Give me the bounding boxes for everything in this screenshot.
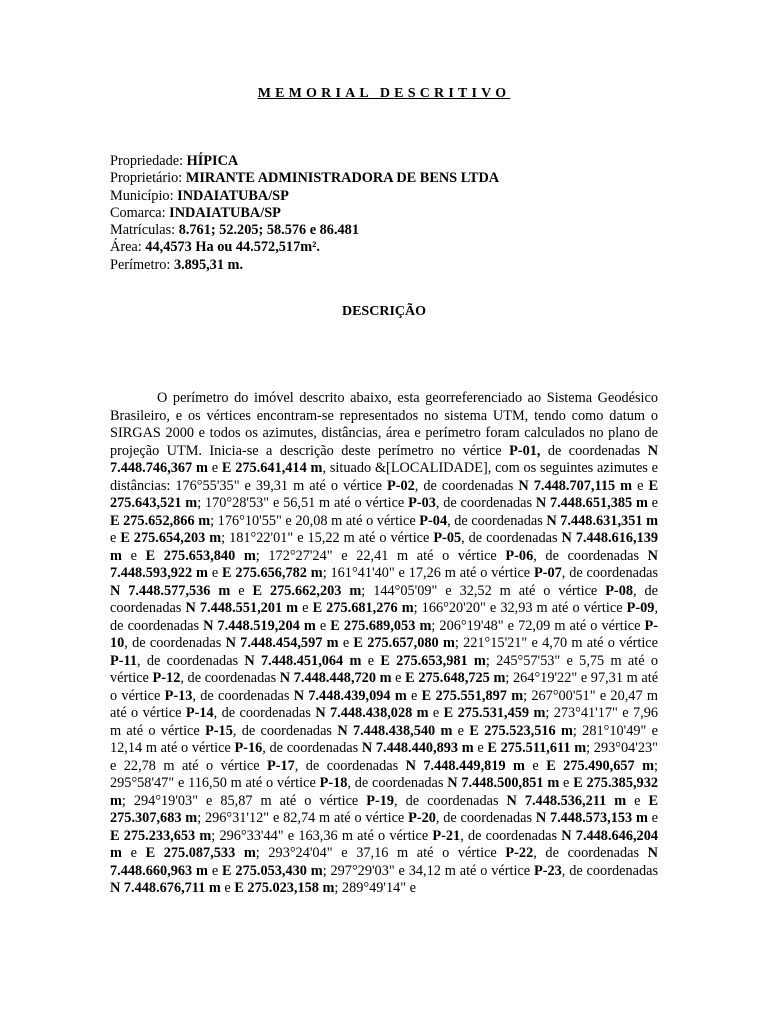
description-text: , situado &[LOCALIDADE], com os seguintes azimutes e distâncias: 176°55'35" e 39,31 m até o vértice bbox=[110, 460, 658, 494]
description-emphasis: E 275.233,653 m bbox=[110, 827, 212, 844]
document-title: MEMORIAL DESCRITIVO bbox=[257, 86, 511, 101]
description-text: ; 245°57'53" e 5,75 m até o vértice bbox=[110, 652, 658, 686]
description-emphasis: P-02 bbox=[387, 477, 415, 494]
description-text: ; 170°28'53" e 56,51 m até o vértice bbox=[197, 495, 409, 511]
description-emphasis: N 7.448.438,540 m bbox=[337, 722, 453, 739]
property-label: Perímetro: bbox=[110, 256, 174, 273]
description-text: ; 264°19'22" e 97,31 m até o vértice bbox=[110, 670, 659, 704]
description-text: ; 221°15'21" e 4,70 m até o vértice bbox=[454, 635, 659, 651]
description-emphasis: N 7.448.577,536 m bbox=[110, 582, 231, 599]
description-text: , de coordenadas bbox=[460, 827, 562, 844]
description-emphasis: E 275.648,725 m bbox=[405, 670, 506, 686]
description-text: e bbox=[207, 862, 223, 879]
description-emphasis: P-13 bbox=[164, 687, 193, 704]
description-emphasis: P-19 bbox=[366, 792, 395, 809]
description-text: e bbox=[220, 880, 235, 896]
description-text: ; 144°05'09" e 32,52 m até o vértice bbox=[361, 582, 606, 599]
description-text: ; 297°29'03" e 34,12 m até o vértice bbox=[322, 862, 534, 879]
description-paragraph bbox=[110, 390, 658, 898]
description-emphasis: N 7.448.707,115 m bbox=[518, 477, 633, 494]
description-text: e bbox=[406, 687, 422, 704]
description-text: , de coordenadas bbox=[110, 582, 658, 616]
description-text: e bbox=[121, 845, 146, 861]
description-text: e bbox=[298, 600, 313, 616]
property-row bbox=[110, 222, 670, 239]
description-emphasis: P-22 bbox=[505, 845, 534, 861]
property-label: Propriedade: bbox=[110, 153, 187, 169]
description-text: , de coordenadas bbox=[447, 512, 547, 529]
description-emphasis: P-08 bbox=[605, 582, 633, 599]
property-row bbox=[110, 170, 670, 187]
description-emphasis: E 275.652,866 m bbox=[110, 512, 211, 529]
property-value: 3.895,31 m. bbox=[173, 256, 244, 273]
description-emphasis: N 7.448.451,064 m bbox=[244, 652, 362, 669]
description-text: e bbox=[121, 547, 146, 564]
description-text: ; 267°00'51" e 20,47 m até o vértice bbox=[110, 687, 659, 721]
description-emphasis: E 275.653,981 m bbox=[380, 652, 486, 669]
description-emphasis: N 7.448.646,204 m bbox=[110, 827, 658, 861]
description-emphasis: E 275.653,840 m bbox=[145, 547, 256, 564]
description-emphasis: E 275.641,414 m bbox=[221, 460, 323, 476]
description-text: e bbox=[647, 810, 659, 826]
description-text: , de coordenadas bbox=[533, 845, 648, 861]
description-text: , de coordenadas bbox=[180, 670, 280, 686]
description-text: ; 161°41'40" e 17,26 m até o vértice bbox=[322, 565, 534, 581]
description-text: , de coordenadas bbox=[461, 530, 562, 546]
description-text: e bbox=[207, 565, 223, 581]
property-value: INDAIATUBA/SP bbox=[169, 204, 281, 221]
description-text: , de coordenadas bbox=[561, 862, 659, 879]
description-text: ; 296°31'12" e 82,74 m até o vértice bbox=[197, 810, 409, 826]
property-value: 44,4573 Ha ou 44.572,517m². bbox=[145, 239, 320, 256]
description-text: , de coordenadas bbox=[347, 775, 448, 791]
property-value: MIRANTE ADMINISTRADORA DE BENS LTDA bbox=[185, 170, 500, 187]
description-emphasis: E 275.643,521 m bbox=[110, 477, 658, 511]
property-value: HÍPICA bbox=[186, 153, 239, 169]
description-emphasis: P-12 bbox=[152, 670, 181, 686]
description-emphasis: N 7.448.551,201 m bbox=[185, 600, 299, 616]
description-text: , de coordenadas bbox=[137, 652, 245, 669]
description-emphasis: N 7.448.660,963 m bbox=[110, 845, 658, 879]
description-text: e bbox=[626, 792, 649, 809]
description-emphasis: N 7.448.519,204 m bbox=[203, 617, 316, 634]
description-emphasis: N 7.448.616,139 m bbox=[110, 530, 659, 564]
description-emphasis: E 275.551,897 m bbox=[421, 687, 524, 704]
property-row bbox=[110, 188, 670, 205]
description-emphasis: N 7.448.439,094 m bbox=[293, 687, 407, 704]
description-emphasis: P-05 bbox=[433, 530, 462, 546]
description-emphasis: P-09 bbox=[626, 600, 655, 616]
description-text: ; 273°41'17" e 7,96 m até o vértice bbox=[110, 705, 659, 739]
description-emphasis: E 275.654,203 m bbox=[120, 530, 222, 546]
description-emphasis: P-20 bbox=[408, 810, 436, 826]
description-text: ; 281°10'49" e 12,14 m até o vértice bbox=[110, 722, 658, 756]
description-emphasis: E 275.511,611 m bbox=[487, 740, 587, 756]
description-text: e bbox=[473, 740, 488, 756]
description-emphasis: P-10 bbox=[110, 617, 659, 651]
property-label: Matrículas: bbox=[110, 222, 179, 239]
description-emphasis: P-07 bbox=[533, 565, 562, 581]
property-row bbox=[110, 153, 670, 170]
description-text: e bbox=[632, 477, 649, 494]
description-emphasis: N 7.448.573,153 m bbox=[535, 810, 648, 826]
property-value: INDAIATUBA/SP bbox=[177, 187, 289, 204]
description-emphasis: E 275.656,782 m bbox=[222, 565, 323, 581]
description-emphasis: N 7.448.593,922 m bbox=[110, 547, 658, 581]
description-text: , de coordenadas bbox=[435, 495, 536, 511]
description-text: , de coordenadas bbox=[192, 687, 294, 704]
description-text: e bbox=[452, 722, 470, 739]
property-label: Comarca: bbox=[110, 204, 170, 221]
description-emphasis: N 7.448.631,351 m bbox=[546, 512, 658, 529]
property-label: Área: bbox=[110, 239, 146, 256]
description-text: e bbox=[647, 495, 659, 511]
description-text: ; 289°49'14" e bbox=[334, 880, 417, 896]
description-emphasis: N 7.448.448,720 m bbox=[279, 670, 392, 686]
description-text: , de coordenadas bbox=[533, 547, 648, 564]
description-text: ; 176°10'55" e 20,08 m até o vértice bbox=[210, 512, 420, 529]
description-emphasis: E 275.662,203 m bbox=[252, 582, 362, 599]
description-text: ; 172°27'24" e 22,41 m até o vértice bbox=[255, 547, 506, 564]
description-text: e bbox=[230, 582, 253, 599]
description-text: , de coordenadas bbox=[435, 810, 536, 826]
description-emphasis: P-23 bbox=[533, 862, 562, 879]
description-text: e bbox=[110, 530, 121, 546]
description-emphasis: P-04 bbox=[419, 512, 448, 529]
description-emphasis: E 275.657,080 m bbox=[353, 635, 455, 651]
description-emphasis: P-15 bbox=[205, 722, 233, 739]
description-text: e bbox=[207, 460, 222, 476]
description-text: ; 206°19'48" e 72,09 m até o vértice bbox=[431, 617, 645, 634]
description-emphasis: N 7.448.449,819 m bbox=[405, 757, 525, 774]
description-emphasis: P-16 bbox=[234, 740, 263, 756]
description-text: e bbox=[524, 757, 547, 774]
description-text: e bbox=[559, 775, 574, 791]
description-emphasis: E 275.307,683 m bbox=[110, 792, 658, 826]
description-emphasis: E 275.490,657 m bbox=[546, 757, 654, 774]
property-info bbox=[110, 153, 670, 274]
description-text: ; 181°22'01" e 15,22 m até o vértice bbox=[221, 530, 434, 546]
description-emphasis: E 275.087,533 m bbox=[145, 845, 256, 861]
description-emphasis: N 7.448.676,711 m bbox=[110, 880, 221, 896]
description-emphasis: E 275.523,516 m bbox=[469, 722, 573, 739]
description-emphasis: P-06 bbox=[505, 547, 534, 564]
description-text: ; 296°33'44" e 163,36 m até o vértice bbox=[211, 827, 433, 844]
description-emphasis: N 7.448.651,385 m bbox=[535, 495, 648, 511]
description-text: de coordenadas bbox=[540, 442, 648, 459]
property-row bbox=[110, 257, 670, 274]
description-text: ; 166°20'20" e 32,93 m até o vértice bbox=[413, 600, 627, 616]
description-emphasis: N 7.448.440,893 m bbox=[361, 740, 474, 756]
description-emphasis: P-17 bbox=[266, 757, 295, 774]
description-text: e bbox=[391, 670, 406, 686]
section-heading: DESCRIÇÃO bbox=[341, 304, 426, 319]
description-text: , de coordenadas bbox=[561, 565, 659, 581]
description-text: , de coordenadas bbox=[232, 722, 338, 739]
description-text: , de coordenadas bbox=[294, 757, 406, 774]
description-emphasis: E 275.023,158 m bbox=[234, 880, 335, 896]
description-text: , de coordenadas bbox=[124, 635, 226, 651]
description-text: e bbox=[338, 635, 354, 651]
description-emphasis: P-21 bbox=[432, 827, 461, 844]
description-text: , de coordenadas bbox=[394, 792, 507, 809]
description-emphasis: N 7.448.454,597 m bbox=[225, 635, 339, 651]
description-emphasis: E 275.681,276 m bbox=[312, 600, 414, 616]
description-emphasis: P-11 bbox=[110, 652, 138, 669]
property-label: Proprietário: bbox=[110, 170, 186, 187]
description-text: e bbox=[315, 617, 331, 634]
property-value: 8.761; 52.205; 58.576 e 86.481 bbox=[178, 222, 359, 239]
description-text: ; 294°19'03" e 85,87 m até o vértice bbox=[121, 792, 367, 809]
description-emphasis: P-18 bbox=[319, 775, 348, 791]
description-emphasis: N 7.448.536,211 m bbox=[506, 792, 627, 809]
description-emphasis: P-01, bbox=[509, 442, 541, 459]
description-emphasis: N 7.448.438,028 m bbox=[315, 705, 429, 721]
description-text: O perímetro do imóvel descrito abaixo, esta georreferenciado ao Sistema Geodésico Brasileiro, e os vértices encontram-se representados no sistema UTM, tendo como datum o SIRGAS 2000 e todos os azimutes, distâncias, área e perímetro foram calculados no plano de projeção UTM. Inicia-se a descrição deste perímetro no vértice bbox=[110, 390, 658, 459]
description-text: , de coordenadas bbox=[414, 477, 519, 494]
description-emphasis: P-03 bbox=[408, 495, 436, 511]
description-text: ; 293°04'23" e 22,78 m até o vértice bbox=[110, 740, 658, 774]
description-emphasis: E 275.531,459 m bbox=[443, 705, 546, 721]
description-text: e bbox=[428, 705, 444, 721]
description-emphasis: N 7.448.500,851 m bbox=[447, 775, 560, 791]
description-emphasis: N 7.448.746,367 m bbox=[110, 442, 659, 476]
description-text: ; 295°58'47" e 116,50 m até o vértice bbox=[110, 757, 658, 791]
description-text: , de coordenadas bbox=[262, 740, 362, 756]
description-text: ; 293°24'04" e 37,16 m até o vértice bbox=[255, 845, 506, 861]
description-emphasis: E 275.385,932 m bbox=[110, 775, 658, 809]
description-emphasis: E 275.053,430 m bbox=[222, 862, 323, 879]
description-text: e bbox=[361, 652, 381, 669]
property-label: Município: bbox=[110, 187, 178, 204]
property-row bbox=[110, 205, 670, 222]
description-emphasis: P-14 bbox=[185, 705, 214, 721]
description-emphasis: E 275.689,053 m bbox=[330, 617, 432, 634]
description-text: , de coordenadas bbox=[213, 705, 316, 721]
description-text: , de coordenadas bbox=[110, 600, 659, 634]
property-row bbox=[110, 239, 670, 256]
